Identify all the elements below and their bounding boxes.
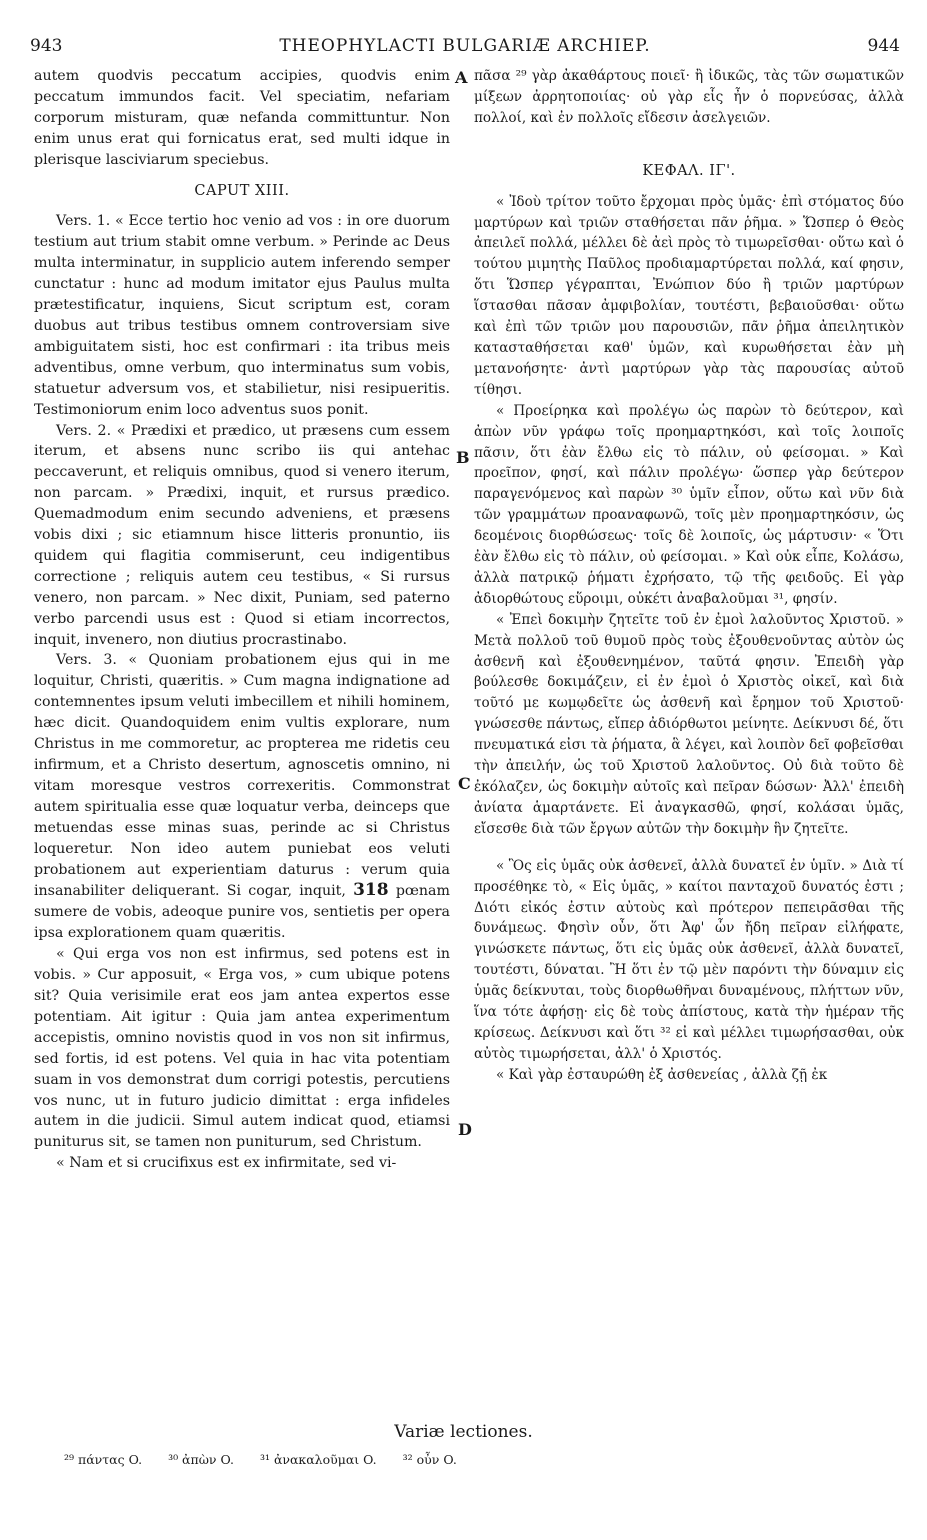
variant-note: ³⁰ ἀπὼν O. [168,1452,234,1467]
variae-lectiones-title: Variæ lectiones. [394,1422,533,1442]
margin-marker-b: B [456,448,470,467]
latin-paragraph: Vers. 2. « Prædixi et prædico, ut præsens cum essem iterum, et absens nunc scribo iis qui antehac peccaverunt, et reliquis omnibus, quod si venero iterum, non parcam. » Prædixi, inquit, et rursus prædico. Quemadmodum enim secundo adveniens, et præsens vobis dixi ; sic etiamnum hisce litteris pronuntio, iis quidem qui flagitia commiserunt, ceu indigentibus correctione ; reliquis autem ceu testibus, « Si rursus venero, non parcam. » Nec dixit, Puniam, sed paterno verbo parcendi usus est : Quod si etiam incorrectos, inquit, invenero, non diutius procrastinabo. [34,422,450,648]
greek-column [474,66,904,1086]
latin-text: Vers. 3. « Quoniam probationem ejus qui in me loquitur, Christi, quæritis. » Cum magna indignatione ad contemnentes ipsum veluti imbecillem et nihili hominem, hæc dicit. Quandoquidem enim vultis explorare, num Christus in me commoretur, ac propterea me ridetis ceu infirmum, et a Christo desertum, agnoscetis omnino, ni vitam moresque vestros correxeritis. Commonstrat autem spiritualia esse quæ loquatur verba, deinceps que metuendas esse minas suas, perinde ac si Christus loqueretur. Non ideo autem puniebat eos veluti probationem aut experientiam daturus : verum quia insanabiliter deliquerant. Si cogar, inquit, [34,652,450,900]
latin-paragraph: Vers. 1. « Ecce tertio hoc venio ad vos : in ore duorum testium aut trium stabit omne verbum. » Perinde ac Deus multa interminatur, in supplicio autem inferendo semper cunctatur : hunc ad modum imitator ejus Paulus multa prætestificatur, inquiens, Sicut scriptum est, coram duobus aut tribus testibus omnem controversiam sive ambiguitatem sisti, hoc est confirmari : ita tribus meis adventibus, omne verbum, quo interminatus sum vobis, statuetur adversum vos, et stabilietur, nisi resipueritis. Testimoniorum enim loco adventus suos ponit. [34,213,450,418]
page-header [30,36,900,60]
margin-marker-a: A [455,68,468,87]
greek-paragraph: « Προείρηκα καὶ προλέγω ὡς παρὼν τὸ δεύτερον, καὶ ἀπὼν νῦν γράφω τοῖς προημαρτηκόσι, καὶ τοῖς λοιποῖς πᾶσιν, ὅτι ἐὰν ἔλθω εἰς τὸ πάλιν, οὐ φείσομαι. » Καὶ προεῖπον, φησί, καὶ πάλιν προλέγω· ὥσπερ γὰρ δεύτερον παραγενόμενος καὶ παρὼν ³⁰ ὑμῖν εἶπον, οὕτω καὶ νῦν διὰ τῶν γραμμάτων προαναφωνῶ, τοῖς μὲν προημαρτηκόσιν, ὡς δεομένοις διορθώσεως· τοῖς δὲ λοιποῖς, ὡς μάρτυσιν· « Ὅτι ἐὰν ἔλθω εἰς τὸ πάλιν, οὐ φείσομαι. » Καὶ οὐκ εἶπε, Κολάσω, ἀλλὰ πατρικῷ ῥήματι ἐχρήσατο, τῷ τῆς φειδοῦς. Εἰ γὰρ ἀδιορθώτους εὕροιμι, οὐκέτι ἀναβαλοῦμαι ³¹, φησίν. [474,402,904,607]
latin-paragraph: autem quodvis peccatum accipies, quodvis enim peccatum immundos facit. Vel speciatim, nefariam corporum misturam, quæ nefanda committuntur. Non enim unus erat qui fornicatus erat, sed multi idque in plerisque lasciviarum speciebus. [34,68,450,168]
latin-paragraph: « Qui erga vos non est infirmus, sed potens est in vobis. » Cur apposuit, « Erga vos, » cum ubique potens sit? Quia verisimile erat eos jam antea expertos esse potentiam. Ait igitur : Quia jam antea experimentum accepistis, omnino novistis quod in vos non sit infirmus, sed fortis, id est potens. Vel quia in hac vita potentiam suam in vos demonstrat dum corrigi potestis, percutiens vos nunc, ut in futuro judicio dimittat : erga infideles autem in die judicii. Simul autem indicat quod, etiamsi puniturus sit, se tamen non puniturum, sed Christum. [34,946,450,1151]
margin-marker-c: C [458,774,471,793]
variant-note: ²⁹ πάντας O. [64,1452,143,1467]
page-number-right: 944 [867,36,900,56]
variant-note: ³² οὖν O. [402,1452,457,1467]
greek-paragraph: πᾶσα ²⁹ γὰρ ἀκαθάρτους ποιεῖ· ἢ ἰδικῶς, τὰς τῶν σωματικῶν μίξεων ἀρρητοποιίας· οὐ γὰρ εἷς ἦν ὁ πορνεύσας, ἀλλὰ πολλοί, καὶ ἐν πολλοῖς εἴδεσιν ἀσελγειῶν. [474,68,904,126]
variae-lectiones-notes [64,1452,479,1467]
latin-text: pœnam sumere de vobis, adeoque punire vos, sentietis per opera ipsa explorationem quam quæritis. [34,883,450,942]
latin-column [34,66,450,1174]
latin-chapter-heading: CAPUT XIII. [194,182,290,199]
latin-paragraph [34,650,450,944]
page-number-left: 943 [30,36,63,56]
greek-paragraph: « Καὶ γὰρ ἐσταυρώθη ἐξ ἀσθενείας , ἀλλὰ ζῇ ἐκ [496,1066,828,1083]
running-title: THEOPHYLACTI BULGARIÆ ARCHIEP. [279,36,651,56]
margin-marker-d: D [458,1120,472,1139]
latin-paragraph: « Nam et si crucifixus est ex infirmitate, sed vi- [56,1155,397,1172]
variant-note: ³¹ ἀνακαλοῦμαι O. [259,1452,377,1467]
greek-chapter-heading: ΚΕΦΑΛ. ΙΓ'. [642,162,736,179]
greek-paragraph: « Ἐπεὶ δοκιμὴν ζητεῖτε τοῦ ἐν ἐμοὶ λαλοῦντος Χριστοῦ. » Μετὰ πολλοῦ τοῦ θυμοῦ πρὸς τοὺς ἐξουθενοῦντας αὐτὸν ὡς ἀσθενῆ καὶ ἐξουθενημένον, ταῦτά φησιν. Ἐπειδὴ γὰρ βούλεσθε δοκιμάζειν, εἰ ἐν ἐμοὶ ὁ Χριστὸς οἰκεῖ, καὶ διὰ τοῦτό με κωμῳδεῖτε ὡς ἀσθενῆ καὶ ἔρημον τοῦ Χριστοῦ· γνώσεσθε πάντως, εἴπερ ἀδιόρθωτοι μείνητε. Δείκνυσι δέ, ὅτι πνευματικά εἰσι τὰ ῥήματα, ἃ λέγει, καὶ λοιπὸν δεῖ φοβεῖσθαι τὴν ἀπειλήν, ὡς τοῦ Χριστοῦ λαλοῦντος. Οὐ διὰ τοῦτο δὲ ἐκόλαζεν, ὡς δοκιμὴν αὐτοῖς καὶ πεῖραν δώσων· Ἀλλ' ἐπειδὴ ἀνίατα ἁμαρτάνετε. Εἰ ἀναγκασθῶ, φησί, κολάσαι ὑμᾶς, εἴσεσθε διὰ τῶν ἔργων αὐτῶν τὴν δοκιμὴν ἣν ζητεῖτε. [474,611,904,837]
greek-paragraph: « Ὃς εἰς ὑμᾶς οὐκ ἀσθενεῖ, ἀλλὰ δυνατεῖ ἐν ὑμῖν. » Διὰ τί προσέθηκε τὸ, « Εἰς ὑμᾶς, » καίτοι πανταχοῦ δυνατός ἐστι ; Διότι εἰκός ἐστιν αὐτοὺς καὶ πρότερον πεπειρᾶσθαι τῆς δυνάμεως. Φησὶν οὖν, ὅτι Ἀφ' ὧν ἤδη πεῖραν εἰλήφατε, γινώσκετε πάντως, ὅτι εἰς ὑμᾶς οὐκ ἀσθενεῖ, ἀλλὰ δυνατεῖ, τουτέστι, δύναται. Ἢ ὅτι ἐν τῷ μὲν παρόντι τὴν δύναμιν εἰς ὑμᾶς δείκνυται, τοὺς διορθωθῆναι δυναμένους, πλήττων νῦν, ἵνα τότε ἀφήσῃ· εἰς δὲ τοὺς ἀπίστους, κατὰ τὴν ἡμέραν τῆς κρίσεως. Δείκνυσι καὶ ὅτι ³² εἰ καὶ μέλλει τιμωρήσασθαι, οὐκ αὐτὸς τιμωρήσεται, ἀλλ' ὁ Χριστός. [474,857,904,1062]
greek-paragraph: « Ἰδοὺ τρίτον τοῦτο ἔρχομαι πρὸς ὑμᾶς· ἐπὶ στόματος δύο μαρτύρων καὶ τριῶν σταθήσεται πᾶν ῥῆμα. » Ὥσπερ ὁ Θεὸς ἀπειλεῖ πολλά, μέλλει δὲ ἀεὶ πρὸς τὸ τιμωρεῖσθαι· οὕτω καὶ ὁ τούτου μιμητὴς Παῦλος προδιαμαρτύρεται πολλά, καί φησιν, ὅτι Ὥσπερ γέγραπται, Ἐνώπιον δύο ἢ τριῶν μαρτύρων ἵστασθαι πᾶσαν ἀμφιβολίαν, τουτέστι, βεβαιοῦσθαι· οὕτω καὶ ἐπὶ τῶν τριῶν μου παρουσιῶν, πᾶν ῥῆμα ἀπειλητικὸν κατασταθήσεται καθ' ὑμῶν, καὶ κυρωθήσεται ἐὰν μὴ μετανοήσητε· ἀντὶ μαρτύρων γὰρ τὰς παρουσίας αὐτοῦ τίθησι. [474,193,904,398]
column-number: 318 [353,880,389,901]
